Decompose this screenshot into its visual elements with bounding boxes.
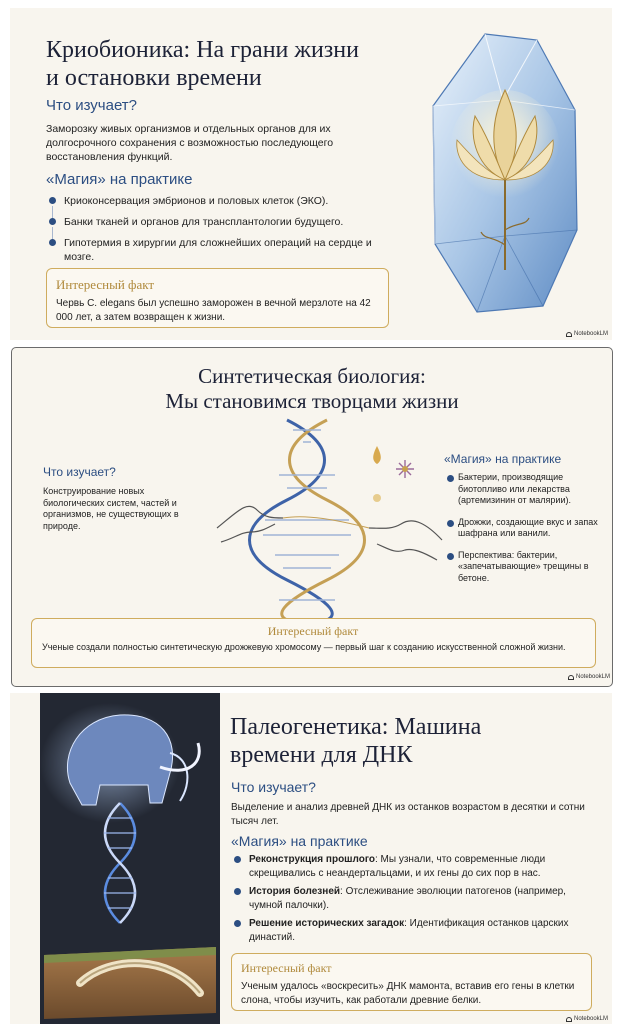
list-item: Дрожжи, создающие вкус и запах шафрана или ванили. (444, 517, 604, 540)
fact-text: Ученые создали полностью синтетическую дрожжевую хромосому — первый шаг к созданию искусственной сложной жизни. (42, 642, 566, 652)
list-item: Криоконсервация эмбрионов и половых клеток (ЭКО). (46, 194, 391, 208)
notebooklm-icon (568, 675, 574, 680)
fact-text: Червь C. elegans был успешно заморожен в вечной мерзлоте на 42 000 лет, а затем возвращен к жизни. (56, 298, 371, 323)
slide-title: Палеогенетика: Машина времени для ДНК (230, 714, 482, 768)
list-item: История болезней: Отслеживание эволюции патогенов (например, чумной палочки). (231, 885, 596, 913)
synthetic-biology-slide (11, 347, 613, 687)
cryobionics-slide (10, 8, 612, 340)
mammoth-dna-illustration (40, 693, 220, 1024)
list-item: Гипотермия в хирургии для сложнейших операций на сердце и мозге. (46, 236, 391, 264)
magic-heading: «Магия» на практике (46, 171, 193, 188)
fact-box (46, 268, 389, 328)
magic-heading: «Магия» на практике (231, 833, 368, 849)
fact-box (231, 953, 592, 1011)
slide-title: Синтетическая биология: Мы становимся творцами жизни (165, 364, 459, 413)
what-heading: Что изучает? (43, 465, 116, 479)
what-heading: Что изучает? (231, 779, 316, 795)
what-heading: Что изучает? (46, 97, 138, 114)
brand-label: NotebookLM (568, 674, 610, 680)
magic-list (231, 853, 596, 945)
brand-label: NotebookLM (566, 331, 608, 337)
fact-heading: Интересный факт (56, 277, 155, 292)
what-text: Заморозку живых организмов и отдельных органов для их долгосрочного сохранения с возможностью последующего восстановления функций. (46, 123, 334, 163)
magic-list (444, 472, 604, 584)
list-item: Перспектива: бактерии, «запечатывающие» трещины в бетоне. (444, 550, 604, 585)
fact-text: Ученым удалось «воскресить» ДНК мамонта, вставив его гены в клетки слона, чтобы изучить, как работали древние белки. (241, 981, 575, 1006)
paleogenetics-slide (10, 693, 612, 1024)
slide-title: Криобионика: На грани жизни и остановки времени (46, 37, 359, 91)
what-text: Конструирование новых биологических систем, частей и организмов, не существующих в природе. (43, 486, 179, 531)
ice-crystal-flower-illustration (425, 30, 585, 320)
notebooklm-icon (566, 332, 572, 337)
fact-heading: Интересный факт (267, 624, 359, 638)
fact-heading: Интересный факт (241, 961, 332, 975)
list-item: Бактерии, производящие биотопливо или лекарства (артемизинин от малярии). (444, 472, 604, 507)
list-item: Реконструкция прошлого: Мы узнали, что современные люди скрещивались с неандертальцами, и их гены до сих пор в нас. (231, 853, 596, 881)
what-text: Выделение и анализ древней ДНК из останков возрастом в десятки и сотни тысяч лет. (231, 802, 585, 827)
magic-heading: «Магия» на практике (444, 452, 562, 466)
dna-hands-illustration (217, 420, 447, 620)
list-item: Решение исторических загадок: Идентификация останков царских династий. (231, 917, 596, 945)
fact-box (31, 618, 596, 668)
notebooklm-icon (566, 1017, 572, 1022)
list-item: Банки тканей и органов для трансплантологии будущего. (46, 215, 391, 229)
brand-label: NotebookLM (566, 1016, 608, 1022)
magic-list (46, 194, 391, 264)
